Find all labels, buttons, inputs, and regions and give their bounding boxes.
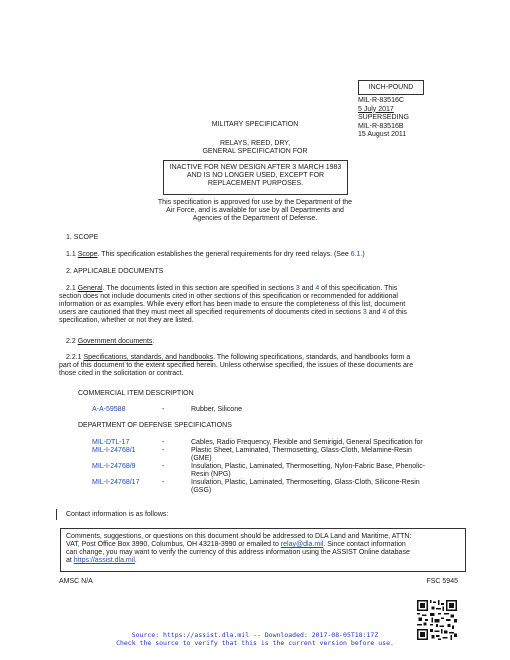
inactive-notice [163,160,348,195]
section3-link[interactable]: 3 [295,285,300,292]
email-link[interactable]: relay@dla.mil [280,541,324,548]
doc-number: MIL-R-83516C [358,97,404,104]
fsc-label: FSC 5945 [426,578,458,585]
gov-docs-end: . [152,338,155,345]
contact-line4 [66,557,459,565]
general-line5: specification, whether or not they are listed. [59,317,194,324]
contact-line3: can change, you may want to verify the currency of this address information using the ASSIST Online database [66,549,410,556]
approval-statement [0,199,510,223]
approval-line1: This specification is approved for use by the Department of the [157,199,353,206]
specs-line3: those cited in the solicitation or contract. [59,370,184,377]
contact-line2a: VAT, Post Office Box 3990, Columbus, OH 43218-3990 or emailed to [66,541,281,548]
doc-desc [191,447,452,463]
commercial-table [92,406,452,414]
general-num: 2.1 [66,285,78,292]
commercial-heading: COMMERCIAL ITEM DESCRIPTION [78,390,194,397]
general-line4 [59,309,459,317]
amsc-label: AMSC N/A [59,578,93,585]
scope-ref-link[interactable]: 6.1. [350,251,363,258]
doc-desc [191,463,452,479]
general-text4a: users are cautioned that they must meet all specified requirements of documents cited in sections [59,309,363,316]
section1-heading: 1. SCOPE [66,234,99,241]
title-line2: GENERAL SPECIFICATION FOR [202,148,308,155]
inactive-line1: INACTIVE FOR NEW DESIGN AFTER 3 MARCH 1983 [169,164,342,171]
section4-link-2[interactable]: 4 [382,309,387,316]
gov-docs-title: Government documents [77,338,153,345]
doc-link-mil-dtl-17[interactable]: MIL-DTL-17 [92,439,130,446]
doc-desc [191,479,452,495]
contact-intro: Contact information is as follows: [66,511,169,518]
dash: - [162,463,165,470]
defense-heading: DEPARTMENT OF DEFENSE SPECIFICATIONS [78,422,232,429]
contact-line4b: . [134,557,137,564]
general-line3: information or as examples. While every effort has been made to ensure the completeness of this list, document [59,301,406,308]
superseding-label: SUPERSEDING [358,114,409,121]
doc-desc-line1: Insulation, Plastic, Laminated, Thermosetting, Glass-Cloth, Silicone-Resin [191,479,420,486]
gov-docs-paragraph [66,338,466,346]
section4-link[interactable]: 4 [315,285,320,292]
dash: - [162,479,165,486]
table-row [92,406,452,414]
specs-num: 2.2.1 [66,354,84,361]
specs-text1: . The following specifications, standards, and handbooks form a [213,354,411,361]
specs-title: Specifications, standards, and handbooks [83,354,214,361]
inch-pound-box [358,80,424,95]
and-text-2: and [366,309,383,316]
general-paragraph [59,285,459,325]
section3-link-2[interactable]: 3 [362,309,367,316]
general-text4b: of this [386,309,407,316]
dash: - [162,439,165,446]
dash: - [162,447,165,454]
doc-link-a-a-59588[interactable]: A-A-59588 [92,406,126,413]
contact-line2b: . Since contact information [323,541,406,548]
scope-end: ) [362,251,365,258]
doc-desc: Cables, Radio Frequency, Flexible and Semirigid, General Specification for [191,439,423,446]
inch-pound-label: INCH-POUND [368,84,414,91]
doc-desc-line2: Resin (NPG) [191,471,231,478]
doc-desc: Rubber, Silicone [191,406,242,413]
title-line1: RELAYS, REED, DRY, [219,140,291,147]
general-line2: section does not include documents cited in other sections of this specification or recommended for additional [59,293,398,300]
doc-desc-line2: (GME) [191,455,212,462]
source-line1: Source: https://assist.dla.mil -- Downloaded: 2017-08-05T18:17Z [131,631,379,639]
specs-paragraph [59,354,459,378]
specs-line2: part of this document to the extent specified herein. Unless otherwise specified, the issues of these documents are [59,362,414,369]
scope-text: . This specification establishes the general requirements for dry reed relays. (See [97,251,351,258]
approval-line2: Air Force, and is available for use by all Departments and [166,207,344,214]
doc-desc-line1: Plastic Sheet, Laminated, Thermosetting, Glass-Cloth, Melamine-Resin [191,447,412,454]
defense-table [92,439,452,495]
doc-desc-line1: Insulation, Plastic, Laminated, Thermosetting, Nylon-Fabric Base, Phenolic- [191,463,426,470]
general-line1 [59,285,459,293]
inactive-line2: AND IS NO LONGER USED, EXCEPT FOR [186,172,325,179]
doc-date: 5 July 2017 [358,105,394,113]
scope-title: Scope [77,251,98,258]
and-text: and [299,285,316,292]
assist-url-link[interactable]: https://assist.dla.mil [73,557,135,564]
header-block [358,80,458,140]
table-row [92,439,452,447]
table-row [92,447,452,463]
dash: - [162,406,165,413]
table-row [92,479,452,495]
inactive-line3: REPLACEMENT PURPOSES. [207,180,304,187]
gov-docs-num: 2.2 [66,338,78,345]
contact-line1: Comments, suggestions, or questions on this document should be addressed to DLA Land and Maritime, ATTN: [66,533,412,540]
superseded-date: 15 August 2011 [358,131,407,138]
specs-line1 [59,354,459,362]
scope-paragraph [66,251,466,259]
doc-link-mil-i-24768-1[interactable]: MIL-I-24768/1 [92,447,136,454]
table-row [92,463,452,479]
doc-desc-line2: (GSG) [191,487,212,494]
contact-line2 [66,541,459,549]
superseded-doc: MIL-R-83516B [358,122,404,130]
general-title: General [77,285,103,292]
section2-heading: 2. APPLICABLE DOCUMENTS [66,268,164,275]
change-bar [56,509,57,520]
source-line2: Check the source to verify that this is the current version before use. [116,638,394,647]
approval-line3: Agencies of the Department of Defense. [192,215,318,222]
spec-kind: MILITARY SPECIFICATION [211,121,299,128]
doc-link-mil-i-24768-9[interactable]: MIL-I-24768/9 [92,463,136,470]
doc-link-mil-i-24768-17[interactable]: MIL-I-24768/17 [92,479,140,486]
general-text1: . The documents listed in this section are specified in sections [102,285,296,292]
contact-line4a: at [66,557,74,564]
contact-box [60,528,466,572]
general-text1b: of this specification. This [319,285,398,292]
scope-num: 1.1 [66,251,78,258]
source-footer [0,632,510,647]
